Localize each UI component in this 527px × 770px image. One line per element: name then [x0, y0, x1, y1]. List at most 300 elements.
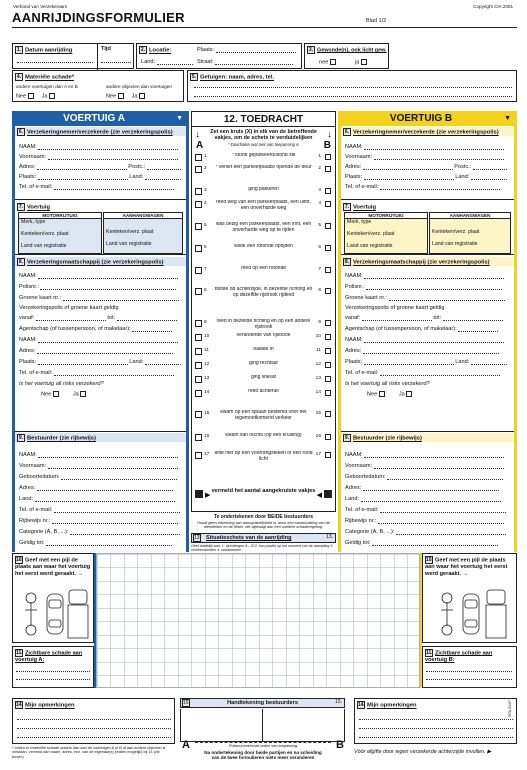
insurer-label: Verzekeringsmaatschappij (zie verzekeringspolis) [353, 259, 490, 266]
section-8-a [15, 257, 186, 432]
section-number-5: 5. [191, 74, 197, 80]
circumstances-title: 12. TOEDRACHT [192, 112, 335, 127]
case-b-checkbox[interactable] [325, 390, 331, 396]
case-number-b: 5 [318, 223, 321, 228]
no-label: Nee [41, 391, 52, 398]
case-a-checkbox[interactable] [195, 362, 202, 369]
signatures-label: Handtekening bestuurders [227, 700, 298, 706]
yes-label: Ja [131, 93, 138, 100]
case-b-checkbox[interactable] [325, 223, 331, 229]
address-label: Adres: [19, 348, 36, 354]
case-b-checkbox[interactable] [325, 411, 331, 417]
case-a-checkbox[interactable] [195, 245, 202, 252]
agency-city-input[interactable] [38, 364, 128, 365]
section-10-a [12, 553, 94, 643]
agency-address-input[interactable] [363, 353, 499, 354]
birthdate-label: Geboortedatum: [19, 474, 60, 480]
case-b-checkbox[interactable] [325, 267, 331, 273]
name-input[interactable] [38, 149, 178, 150]
field-location [136, 43, 302, 69]
remarks-b-input-1[interactable] [359, 719, 513, 720]
valid-label: Verzekeringspolis of groene kaart geldig [19, 305, 119, 311]
driver-name-input[interactable] [364, 457, 504, 458]
case-a-checkbox[interactable] [195, 267, 202, 274]
case-text: reed weg van een parkeerplaats, een uitrit, een onverharde weg [216, 200, 311, 211]
section-number-1: 1. [16, 47, 22, 53]
policy-input[interactable] [40, 289, 176, 290]
country-input[interactable] [471, 179, 507, 180]
case-b-checkbox[interactable] [325, 362, 331, 368]
case-b-checkbox[interactable] [325, 334, 331, 340]
mid-note-1: Na ondertekening door beide partijen en na scheiding [204, 750, 322, 755]
registration-country-label: Land van registratie [106, 241, 152, 248]
country-input[interactable] [145, 179, 181, 180]
valid-until-label: Geldig tot: [345, 540, 371, 546]
case-b-checkbox[interactable] [325, 154, 331, 160]
section-15-header [180, 698, 345, 708]
birthdate-label: Geboortedatum: [345, 474, 386, 480]
birthdate-input[interactable] [387, 479, 503, 480]
section-11-a [12, 646, 94, 688]
agency-input[interactable] [132, 331, 172, 332]
trailer-label: AANHANGWAGEN [104, 213, 182, 219]
case-b-checkbox[interactable] [325, 348, 331, 354]
instruction-text: Zet een kruis (X) in elk van de betreffende vakjes, om de schets te verduidelijken [210, 129, 317, 141]
case-number-a: 2 [204, 166, 207, 171]
city-label: Plaats: [345, 359, 363, 365]
witnesses-input-1[interactable] [194, 87, 512, 88]
case-text: reed achteruit [248, 389, 279, 394]
phone-input[interactable] [380, 189, 500, 190]
trailer-label: AANHANGWAGEN [430, 213, 510, 219]
section-13-header [191, 533, 336, 543]
agency-phone-input[interactable] [54, 375, 174, 376]
license-input[interactable] [378, 523, 504, 524]
street-input[interactable] [215, 64, 293, 65]
policyholder-label: Verzekeringnemer/verzekerde (zie verzekeringspolis) [353, 129, 499, 136]
name-label: NAAM: [19, 452, 37, 458]
all-risk-no-checkbox[interactable] [53, 391, 59, 397]
agency-name-input[interactable] [38, 342, 178, 343]
date-label: Datum aanrijding [25, 47, 73, 54]
section-14-b [354, 698, 517, 744]
license-label: Rijbewijs nr.: [345, 518, 377, 524]
agency-country-input[interactable] [145, 364, 181, 365]
vehicle-a-header [12, 111, 189, 126]
case-text: was bezig een parkeerplaats, een inrit, een onverharde weg op te rijden [215, 222, 312, 233]
all-risk-yes-checkbox[interactable] [406, 391, 412, 397]
section-number-8: 8. [18, 259, 24, 265]
car-icon [463, 594, 479, 634]
visible-damage-a-label: Zichtbare schade aan voertuig A: [15, 650, 83, 663]
case-number-b: 3 [318, 188, 321, 193]
phone-label: Tel. of e-mail: [345, 184, 379, 190]
section-number-14: 14. [16, 702, 23, 708]
policy-input[interactable] [366, 289, 502, 290]
section-number-13-right: 13. [326, 534, 333, 540]
country-label: Land: [129, 359, 144, 365]
case-number-b: 14 [315, 390, 321, 395]
signature-area[interactable] [180, 709, 345, 742]
case-b-checkbox[interactable] [325, 201, 331, 207]
name-label: NAAM: [345, 452, 363, 458]
arrow-down-a-icon: ↓ [195, 129, 200, 140]
case-a-checkbox[interactable] [195, 188, 202, 195]
arrow-right-icon: ▶ [205, 492, 211, 499]
driver-firstname-input[interactable] [374, 468, 504, 469]
case-number-a: 15 [204, 411, 210, 416]
firstname-input[interactable] [374, 159, 504, 160]
agency-label: Agentschap (of tussenpersoon, of makelaar): [19, 326, 131, 332]
arrow-down-icon: ▼ [176, 115, 183, 122]
motor-vehicle-box [344, 212, 428, 254]
damage-a-input-2[interactable] [16, 679, 90, 680]
case-text: ging parkeren [248, 187, 279, 192]
yes-label: Ja [72, 391, 79, 398]
case-b-checkbox[interactable] [325, 288, 331, 294]
driver-phone-input[interactable] [54, 512, 180, 513]
truck-icon [68, 590, 88, 638]
damage-vehicles-no[interactable] [28, 93, 34, 99]
case-number-b: 2 [318, 166, 321, 171]
time-input[interactable] [101, 62, 131, 63]
driver-label: Bestuurder (zie rijbewijs) [353, 435, 422, 442]
form-code: BTA 01/07 [508, 700, 512, 717]
motor-vehicle-label: MOTORRIJTUIG [19, 213, 101, 219]
city-input[interactable] [364, 179, 454, 180]
vehicle-label: Voertuig [27, 204, 51, 211]
sketch-grid[interactable] [96, 553, 420, 688]
address-input[interactable] [37, 169, 127, 170]
city-input[interactable] [38, 179, 128, 180]
case-a-checkbox[interactable] [195, 154, 202, 161]
copyright: Copyright CIA 2001 [473, 4, 513, 9]
section-number-10: 10. [16, 557, 23, 563]
arrow-down-icon: ▼ [504, 115, 511, 122]
case-a-checkbox[interactable] [195, 201, 202, 208]
yes-label: ja [355, 59, 360, 66]
green-card-label: Groene kaart nr.: [345, 295, 387, 301]
no-label: nee [319, 59, 329, 66]
case-number-a: 3 [204, 188, 207, 193]
damage-b-input-2[interactable] [426, 679, 512, 680]
section-number-11: 11. [426, 650, 433, 656]
country-label: Land: [141, 59, 155, 65]
arrow-right-icon: → [77, 570, 84, 577]
damage-b-input-1[interactable] [426, 671, 512, 672]
driver-address-input[interactable] [363, 490, 499, 491]
driver-phone-input[interactable] [380, 512, 506, 513]
category-input[interactable] [70, 534, 180, 535]
total-box-b[interactable] [324, 490, 332, 498]
section-number-13: 13. [194, 535, 201, 541]
case-a-checkbox[interactable] [195, 390, 202, 397]
name-label: NAAM: [19, 337, 37, 343]
country-label: Land: [345, 496, 359, 502]
driver-country-input[interactable] [35, 501, 175, 502]
phone-label: Tel. of e-mail: [19, 370, 53, 376]
damage-a-input-3[interactable] [16, 687, 90, 688]
section-number-10: 10. [426, 557, 433, 563]
section-number-6: 6. [344, 129, 350, 135]
case-number-a: 5 [204, 223, 207, 228]
case-a-checkbox[interactable] [195, 334, 202, 341]
page-number: Blad 1/2 [366, 18, 387, 24]
case-a-checkbox[interactable] [195, 288, 202, 295]
instruction-small: * Doorhalen wat niet van toepassing is [227, 142, 300, 147]
case-text: * verliet een parkeerplaats/ opende de deur [215, 165, 312, 170]
case-number-b: 7 [318, 267, 321, 272]
country-input[interactable] [157, 64, 193, 65]
case-number-a: 11 [204, 348, 209, 353]
phone-label: Tel. of e-mail: [19, 184, 53, 190]
agency-label: Agentschap (of tussenpersoon, of makelaar): [345, 326, 457, 332]
postcode-input[interactable] [473, 169, 507, 170]
until-input[interactable] [117, 320, 177, 321]
category-label: Categorie (A, B, ...): [19, 529, 69, 535]
insurer-name-input[interactable] [364, 278, 504, 279]
case-number-b: 10 [315, 334, 321, 339]
arrow-right-icon: ▶ [487, 749, 492, 755]
damage-objects-yes[interactable] [139, 93, 145, 99]
remarks-a-input-3[interactable] [17, 737, 171, 738]
yes-label: Ja [41, 93, 48, 100]
section-number-8: 8. [344, 259, 350, 265]
name-label: NAAM: [19, 273, 37, 279]
damage-a-input-1[interactable] [16, 671, 90, 672]
case-a-checkbox[interactable] [195, 434, 202, 441]
driver-address-input[interactable] [37, 490, 173, 491]
from-label: vanaf: [345, 315, 361, 321]
firstname-label: Voornaam: [345, 463, 373, 469]
label-a: A [196, 140, 204, 151]
case-number-b: 4 [318, 201, 321, 206]
case-a-checkbox[interactable] [195, 411, 202, 418]
section-number-14: 14. [358, 702, 365, 708]
arrow-right-icon: → [462, 570, 469, 577]
impact-point-label: Geef met een pijl de plaats aan waar het voertuig het eerst werd geraakt. [425, 557, 508, 577]
sign-disclaimer: Houdt geen erkenning van aansprakelijkheid in, doch een samenvatting van de identiteiten en de feiten, die bijdraagt aan een snellere schaderegeling. [197, 521, 330, 530]
street-label: Straat: [197, 59, 214, 65]
location-label: Locatie: [149, 47, 172, 54]
agency-city-input[interactable] [364, 364, 454, 365]
case-b-checkbox[interactable] [325, 320, 331, 326]
green-card-label: Groene kaart nr.: [19, 295, 61, 301]
address-label: Adres: [345, 485, 362, 491]
case-a-checkbox[interactable] [195, 166, 202, 173]
damage-objects-no[interactable] [118, 93, 124, 99]
valid-until-input[interactable] [46, 545, 172, 546]
case-number-b: 11 [316, 348, 321, 353]
country-label: Land: [19, 496, 33, 502]
section-number-3: 3. [308, 47, 314, 53]
case-text: haalde in [253, 347, 274, 352]
firstname-input[interactable] [48, 159, 178, 160]
country-label: Land: [129, 174, 144, 180]
valid-until-input[interactable] [372, 545, 498, 546]
case-number-b: 9 [318, 320, 321, 325]
section-7-b [341, 202, 514, 255]
firstname-label: Voornaam: [19, 463, 47, 469]
section-6-b [341, 127, 514, 200]
address-label: Adres: [19, 485, 36, 491]
field-witnesses [187, 70, 517, 102]
trailer-box [103, 212, 183, 254]
section-8-b [341, 257, 514, 432]
vehicle-diagrams-b[interactable] [435, 588, 511, 640]
injured-no-checkbox[interactable] [330, 59, 336, 65]
case-text: veranderde van rijstrook [236, 333, 291, 338]
injured-yes-checkbox[interactable] [361, 59, 367, 65]
city-label: Plaats: [19, 359, 37, 365]
remarks-b-input-2[interactable] [359, 728, 513, 729]
plate-label: Kenteken/verz. plaat [432, 229, 480, 236]
from-input[interactable] [36, 320, 106, 321]
country-label: Land: [455, 359, 470, 365]
birthdate-input[interactable] [61, 479, 177, 480]
case-a-checkbox[interactable] [195, 452, 202, 459]
agency-input[interactable] [458, 331, 498, 332]
name-label: NAAM: [345, 144, 363, 150]
case-number-b: 17 [315, 452, 321, 457]
damage-b-input-3[interactable] [426, 687, 512, 688]
signature-a-area[interactable] [181, 709, 263, 742]
all-risk-no-checkbox[interactable] [379, 391, 385, 397]
case-number-b: 12 [315, 362, 321, 367]
case-text: kwam van rechts (op een kruising) [225, 433, 302, 438]
name-label: NAAM: [345, 273, 363, 279]
signature-a-label: A [182, 739, 190, 751]
city-label: Plaats: [19, 174, 37, 180]
org-name: Verbond van Verzekeraars [13, 4, 68, 9]
section-12-circumstances [191, 111, 336, 512]
date-input[interactable] [17, 62, 93, 63]
category-label: Categorie (A, B, ...): [345, 529, 395, 535]
case-b-checkbox[interactable] [325, 245, 331, 251]
vehicle-b-title: VOERTUIG B [389, 113, 453, 124]
field-injured [304, 43, 389, 69]
sign-note: Te ondertekenen door BEIDE bestuurders [213, 514, 314, 520]
mid-small-note: Polisnummer/mail indien van toepassing [229, 744, 297, 748]
case-a-checkbox[interactable] [195, 223, 202, 230]
plate-label: Kenteken/verz. plaat [21, 231, 69, 238]
sketch-label: Situatieschets van de aanrijding [206, 535, 292, 541]
case-text: reed in dezelfde richting en op een andere rijstrook [216, 319, 311, 330]
driver-name-input[interactable] [38, 457, 178, 458]
vehicle-b-header [338, 111, 517, 126]
address-label: Adres: [345, 164, 362, 170]
truck-icon [486, 590, 506, 638]
motor-vehicle-box [18, 212, 102, 254]
title-rule [12, 27, 517, 28]
field-material-damage [12, 70, 184, 102]
phone-label: Tel. of e-mail: [19, 507, 53, 513]
until-input[interactable] [443, 320, 503, 321]
phone-input[interactable] [54, 189, 174, 190]
total-box-a[interactable] [195, 490, 203, 498]
divider [97, 44, 98, 70]
section-7-a [15, 202, 186, 255]
driver-country-input[interactable] [361, 501, 501, 502]
remarks-a-input-1[interactable] [17, 719, 171, 720]
from-input[interactable] [362, 320, 432, 321]
signature-line [195, 742, 331, 743]
case-b-checkbox[interactable] [325, 188, 331, 194]
policyholder-label: Verzekeringnemer/verzekerde (zie verzekeringspolis) [27, 129, 173, 136]
damage-label: Materiële schade* [25, 74, 74, 81]
section-number-11: 11. [16, 650, 23, 656]
case-number-a: 4 [204, 201, 207, 206]
backside-instruction: Vóór afgifte door iegen verzekerde achterzijde invullen. [354, 749, 486, 755]
arrow-down-b-icon: ↓ [327, 129, 332, 140]
case-b-checkbox[interactable] [325, 166, 331, 172]
driver-firstname-input[interactable] [48, 468, 178, 469]
address-input[interactable] [363, 169, 453, 170]
case-b-checkbox[interactable] [325, 434, 331, 440]
field-date-time [12, 43, 134, 69]
injured-label: Gewonde(n), ook licht gew. [317, 47, 387, 54]
all-risk-yes-checkbox[interactable] [80, 391, 86, 397]
case-a-checkbox[interactable] [195, 376, 202, 383]
case-b-checkbox[interactable] [325, 376, 331, 382]
no-label: Nee [106, 93, 117, 100]
case-a-checkbox[interactable] [195, 320, 202, 327]
section-6-a [15, 127, 186, 200]
agency-address-input[interactable] [37, 353, 173, 354]
name-input[interactable] [364, 149, 504, 150]
until-label: tot: [433, 315, 442, 321]
visible-damage-b-label: Zichtbare schade aan voertuig B: [425, 650, 493, 663]
case-b-checkbox[interactable] [325, 452, 331, 458]
vehicle-label: Voertuig [353, 204, 377, 211]
no-label: Nee [367, 391, 378, 398]
case-a-checkbox[interactable] [195, 348, 202, 355]
insurer-name-input[interactable] [38, 278, 178, 279]
agency-name-input[interactable] [364, 342, 504, 343]
section-10-b [422, 553, 517, 643]
agency-country-input[interactable] [471, 364, 507, 365]
city-label: Plaats: [345, 174, 363, 180]
case-text: wilde een rotonde oprijden [234, 244, 293, 249]
remarks-b-input-3[interactable] [359, 737, 513, 738]
witnesses-input-2[interactable] [194, 96, 512, 97]
case-list [192, 150, 335, 460]
all-risk-label: Is het voertuig all risks verzekerd? [19, 381, 104, 387]
damage-vehicles-yes[interactable] [49, 93, 55, 99]
address-label: Adres: [345, 348, 362, 354]
insurer-label: Verzekeringsmaatschappij (zie verzekeringspolis) [27, 259, 164, 266]
city-input[interactable] [216, 52, 296, 53]
green-card-input[interactable] [63, 300, 179, 301]
section-number-2: 2. [140, 47, 146, 53]
vehicle-diagrams-a[interactable] [19, 588, 91, 640]
phone-label: Tel. of e-mail: [345, 370, 379, 376]
green-card-input[interactable] [389, 300, 505, 301]
license-input[interactable] [52, 523, 178, 524]
driver-label: Bestuurder (zie rijbewijs) [27, 435, 96, 442]
case-number-b: 6 [318, 245, 321, 250]
section-9-b [341, 433, 514, 551]
all-risk-label: Is het voertuig all risks verzekerd? [345, 381, 430, 387]
until-label: tot: [107, 315, 116, 321]
name-label: NAAM: [19, 144, 37, 150]
postcode-input[interactable] [147, 169, 181, 170]
agency-phone-input[interactable] [380, 375, 500, 376]
trailer-box [429, 212, 511, 254]
category-input[interactable] [396, 534, 506, 535]
remarks-a-input-2[interactable] [17, 728, 171, 729]
section-number-6: 6. [18, 129, 24, 135]
